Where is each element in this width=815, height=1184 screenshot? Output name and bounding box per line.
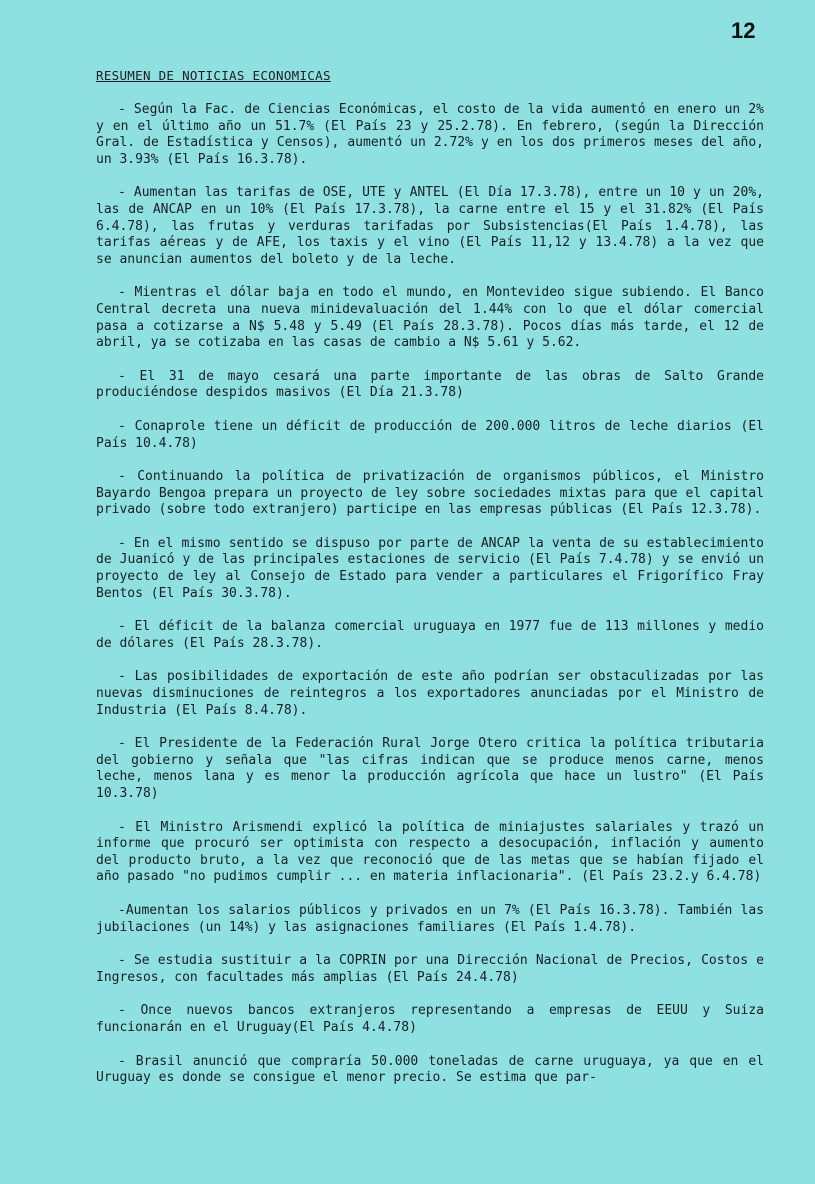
news-item: - Continuando la política de privatización de organismos públicos, el Ministro Bayardo Bengoa prepara un proyecto de ley sobre sociedades mixtas para que el capital privado (sobre todo extranjero) participe en las empresas públicas (El País 12.3.78). bbox=[96, 469, 764, 518]
news-item: - El déficit de la balanza comercial uruguaya en 1977 fue de 113 millones y medio de dólares (El País 28.3.78). bbox=[96, 619, 764, 651]
news-item: - Según la Fac. de Ciencias Económicas, el costo de la vida aumentó en enero un 2% y en el último año un 51.7% (El País 23 y 25.2.78). En febrero, (según la Dirección Gral. de Estadística y Censos), aumentó un 2.72% y en los dos primeros meses del año, un 3.93% (El País 16.3.78). bbox=[96, 102, 764, 167]
news-item: - Brasil anunció que compraría 50.000 toneladas de carne uruguaya, ya que en el Uruguay es donde se consigue el menor precio. Se estima que par- bbox=[96, 1053, 764, 1086]
news-item: - Las posibilidades de exportación de este año podrían ser obstaculizadas por las nuevas disminuciones de reintegros a los exportadores anunciadas por el Ministro de Industria (El País 8.4.78). bbox=[96, 669, 764, 718]
news-item: - Aumentan las tarifas de OSE, UTE y ANTEL (El Día 17.3.78), entre un 10 y un 20%, las de ANCAP en un 10% (El País 17.3.78), la carne entre el 15 y el 31.82% (El País 6.4.78), las frutas y verduras tarifadas por Subsistencias(El País 1.4.78), las tarifas aéreas y de AFE, los taxis y el vino (El País 11,12 y 13.4.78) a la vez que se anuncian aumentos del boleto y de la leche. bbox=[96, 185, 764, 267]
news-item: - Conaprole tiene un déficit de producción de 200.000 litros de leche diarios (El País 10.4.78) bbox=[96, 418, 764, 451]
news-summary-body bbox=[96, 102, 764, 1104]
news-item: - En el mismo sentido se dispuso por parte de ANCAP la venta de su establecimiento de Juanicó y de las principales estaciones de servicio (El País 7.4.78) y se envió un proyecto de ley al Consejo de Estado para vender a particulares el Frigorífico Fray Bentos (El País 30.3.78). bbox=[96, 535, 764, 601]
news-item: - El Presidente de la Federación Rural Jorge Otero critica la política tributaria del gobierno y señala que "las cifras indican que se produce menos carne, menos leche, menos lana y es menor la producción agrícola que hace un lustro" (El País 10.3.78) bbox=[96, 736, 764, 801]
news-item: - Se estudia sustituir a la COPRIN por una Dirección Nacional de Precios, Costos e Ingresos, con facultades más amplias (El País 24.4.78) bbox=[96, 953, 764, 985]
news-item: - El Ministro Arismendi explicó la política de miniajustes salariales y trazó un informe que procuró ser optimista con respecto a desocupación, inflación y aumento del producto bruto, a la vez que reconoció que de las metas que se habían fijado el año pasado "no pudimos cumplir ... en materia inflacionaria". (El País 23.2.y 6.4.78) bbox=[96, 819, 764, 885]
news-item: -Aumentan los salarios públicos y privados en un 7% (El País 16.3.78). También las jubilaciones (un 14%) y las asignaciones familiares (El País 1.4.78). bbox=[96, 902, 764, 935]
news-item: - Mientras el dólar baja en todo el mundo, en Montevideo sigue subiendo. El Banco Central decreta una nueva minidevaluación del 1.44% con lo que el dólar comercial pasa a cotizarse a N$ 5.48 y 5.49 (El País 28.3.78). Pocos días más tarde, el 12 de abril, ya se cotizaba en las casas de cambio a N$ 5.61 y 5.62. bbox=[96, 285, 764, 351]
page-number: 12 bbox=[731, 18, 756, 43]
news-item: - El 31 de mayo cesará una parte importante de las obras de Salto Grande produciéndose despidos masivos (El Día 21.3.78) bbox=[96, 368, 764, 401]
document-heading: RESUMEN DE NOTICIAS ECONOMICAS bbox=[96, 68, 331, 83]
news-item: - Once nuevos bancos extranjeros representando a empresas de EEUU y Suiza funcionarán en el Uruguay(El País 4.4.78) bbox=[96, 1003, 764, 1035]
